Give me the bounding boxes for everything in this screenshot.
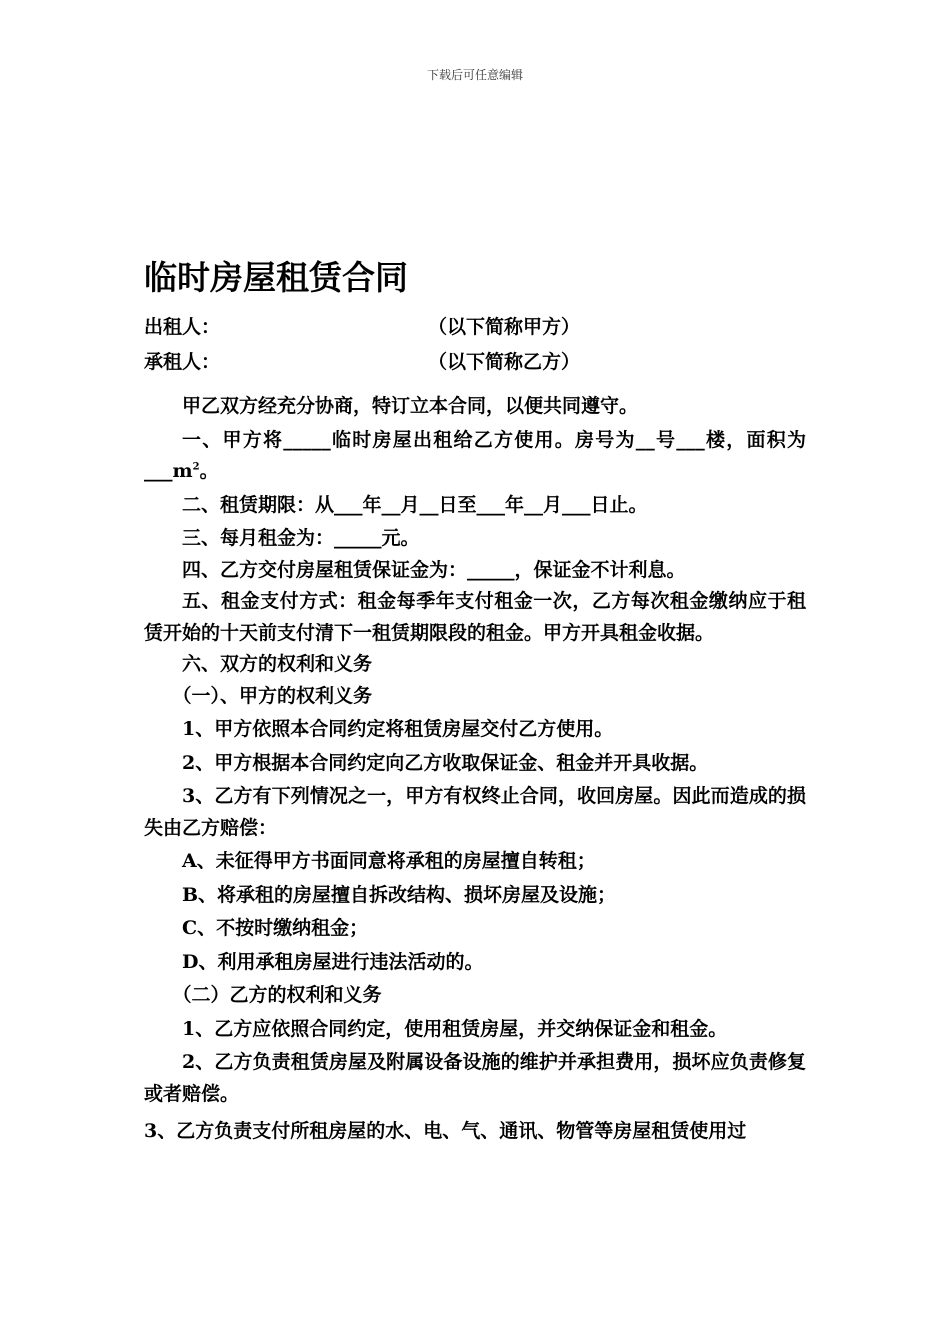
section-1-item-3a: A、未征得甲方书面同意将承租的房屋擅自转租； [182, 850, 596, 872]
lessor-label: 出租人： [144, 316, 221, 338]
section-2-item-1: 1、乙方应依照合同约定，使用租赁房屋，并交纳保证金和租金。 [182, 1017, 728, 1040]
section-1-heading: （一）、甲方的权利义务 [172, 684, 373, 707]
section-1-item-3b: B、将承租的房屋擅自拆改结构、损坏房屋及设施； [182, 883, 617, 906]
section-1-item-1: 1、甲方依照本合同约定将租赁房屋交付乙方使用。 [182, 718, 614, 740]
paragraph-1 [144, 425, 806, 488]
section-2-item-3: 3、乙方负责支付所租房屋的水、电、气、通讯、物管等房屋租赁使用过 [144, 1120, 747, 1142]
paragraph-intro: 甲乙双方经充分协商，特订立本合同，以便共同遵守。 [182, 395, 639, 417]
section-2-item-2: 2、乙方负责租赁房屋及附属设备设施的维护并承担费用，损坏应负责修复或者赔偿。 [144, 1051, 806, 1105]
superscript-2: 2 [192, 461, 200, 473]
paragraph-6: 六、双方的权利和义务 [182, 653, 373, 675]
lessee-alias: （以下简称乙方） [428, 351, 581, 373]
party-lessee [144, 347, 804, 375]
paragraph-5: 五、租金支付方式：租金每季年支付租金一次，乙方每次租金缴纳应于租赁开始的十天前支付清下一租赁期限段的租金。甲方开具租金收据。 [144, 590, 806, 644]
lessee-label: 承租人： [144, 351, 221, 373]
paragraph-3: 三、每月租金为：_____元。 [182, 527, 420, 549]
party-lessor [144, 312, 804, 340]
paragraph-1-end: 。 [199, 460, 219, 482]
section-2-heading: （二）乙方的权利和义务 [172, 984, 382, 1006]
page-header-note: 下载后可任意编辑 [426, 68, 523, 82]
paragraph-4: 四、乙方交付房屋租赁保证金为：_____，保证金不计利息。 [182, 558, 686, 581]
contract-title: 临时房屋租赁合同 [144, 258, 408, 297]
section-1-item-3d: D、利用承租房屋进行违法活动的。 [182, 950, 484, 973]
paragraph-2: 二、租赁期限：从___年__月__日至___年__月___日止。 [182, 493, 648, 516]
paragraph-1-text: 一、甲方将_____临时房屋出租给乙方使用。房号为__号___楼，面积为___m [144, 428, 806, 482]
section-1-item-3c: C、不按时缴纳租金； [182, 917, 369, 939]
section-1-item-2: 2、甲方根据本合同约定向乙方收取保证金、租金并开具收据。 [182, 751, 709, 774]
section-1-item-3: 3、乙方有下列情况之一，甲方有权终止合同，收回房屋。因此而造成的损失由乙方赔偿： [144, 785, 806, 839]
lessor-alias: （以下简称甲方） [428, 316, 581, 338]
contract-body [144, 391, 806, 1148]
